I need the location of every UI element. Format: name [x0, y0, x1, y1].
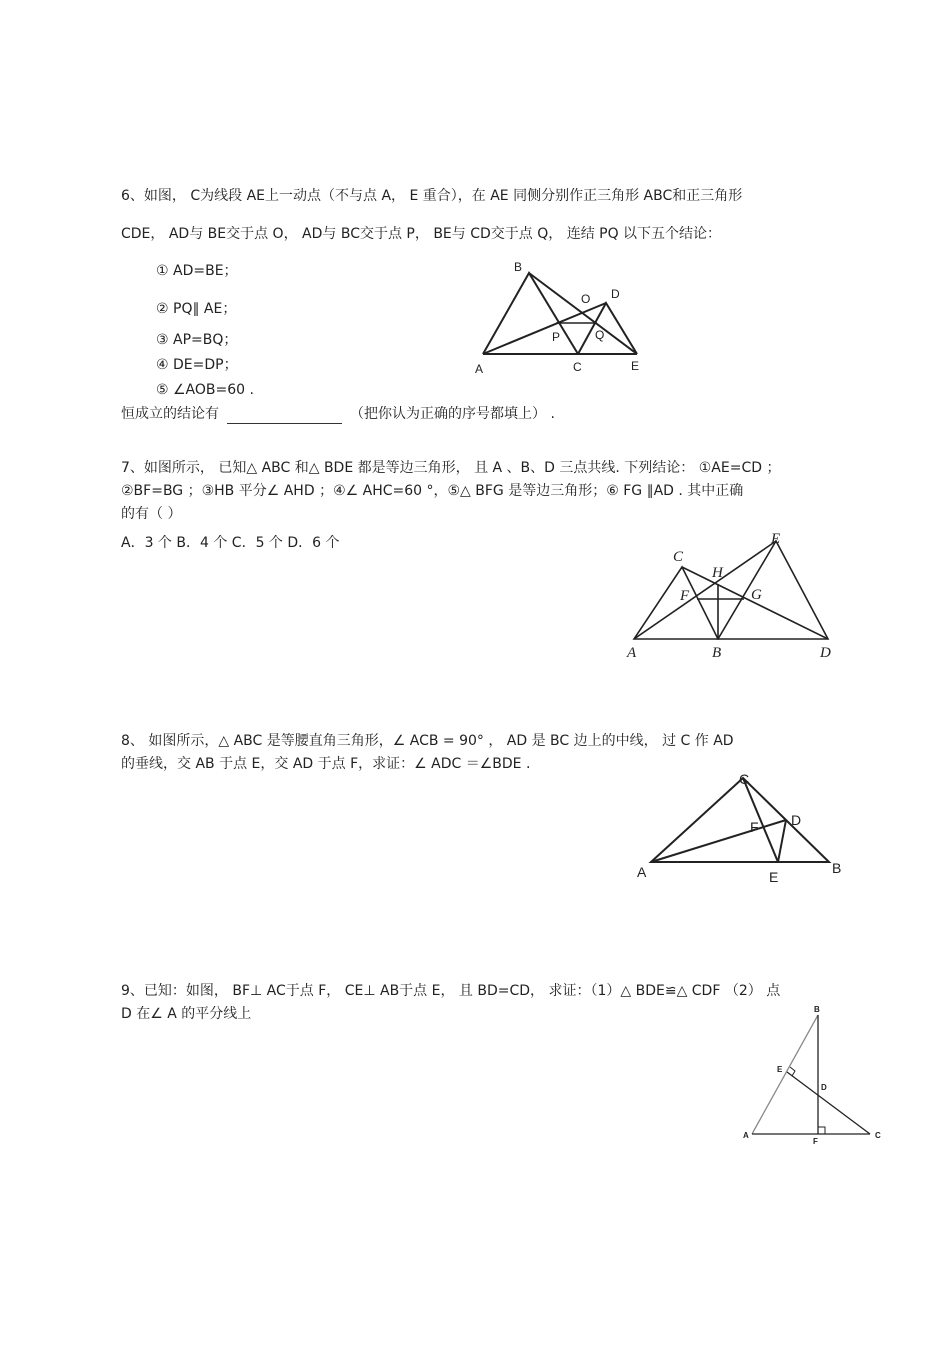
q9-label-C: C	[875, 1131, 881, 1140]
q6-option-4: ④ DE=DP；	[156, 357, 238, 373]
q7-label-D: D	[820, 645, 831, 661]
q6-label-D: D	[611, 287, 620, 301]
q6-figure	[470, 255, 650, 380]
q7-label-H: H	[712, 565, 723, 581]
q7-label-A: A	[627, 645, 637, 661]
q6-label-A: A	[475, 362, 484, 376]
q8-label-F: F	[750, 819, 759, 835]
q6-label-E: E	[631, 359, 640, 373]
q8-label-B: B	[832, 860, 842, 876]
q6-line2: CDE， AD与 BE交于点 O， AD与 BC交于点 P， BE与 CD交于点 Q， 连结 PQ 以下五个结论：	[121, 226, 722, 242]
q6-option-1: ① AD=BE；	[156, 263, 238, 279]
q9-line1: 9、已知：如图， BF⊥ AC于点 F， CE⊥ AB于点 E， 且 BD=CD， 求证：（1）△ BDE≌△ CDF （2） 点	[121, 983, 781, 999]
q8-figure	[630, 765, 850, 890]
q6-answer-line	[121, 404, 555, 424]
q8-label-E: E	[769, 869, 779, 885]
q6-label-C: C	[573, 360, 582, 374]
q7-label-F: F	[680, 588, 690, 604]
q8-label-A: A	[637, 864, 647, 880]
q6-label-O: O	[581, 292, 591, 306]
q8-label-D: D	[791, 812, 802, 828]
q9-label-A: A	[743, 1131, 749, 1140]
q9-figure	[735, 1000, 895, 1150]
q7-line2: ②BF=BG ；③HB 平分∠ AHD ；④∠ AHC=60 °，⑤△ BFG 是等边三角形；⑥ FG ∥AD . 其中正确	[121, 483, 744, 499]
q6-line1: 6、如图， C为线段 AE上一动点（不与点 A， E 重合），在 AE 同侧分别作正三角形 ABC和正三角形	[121, 188, 743, 204]
q6-answer-suffix: （把你认为正确的序号都填上） .	[350, 406, 555, 422]
q9-label-E: E	[777, 1065, 783, 1074]
q6-label-B: B	[514, 260, 523, 274]
q6-answer-blank[interactable]	[227, 409, 342, 424]
q8-line2: 的垂线，交 AB 于点 E，交 AD 于点 F，求证：∠ ADC ＝∠BDE .	[121, 756, 531, 772]
q6-label-P: P	[552, 330, 561, 344]
q8-line1: 8、 如图所示，△ ABC 是等腰直角三角形，∠ ACB = 90° ， AD 是 BC 边上的中线， 过 C 作 AD	[121, 733, 734, 749]
q6-answer-prefix: 恒成立的结论有	[121, 406, 219, 422]
q6-option-5: ⑤ ∠AOB=60 .	[156, 382, 254, 398]
q7-label-C: C	[673, 549, 684, 565]
q7-line1: 7、如图所示， 已知△ ABC 和△ BDE 都是等边三角形， 且 A 、B、D 三点共线. 下列结论： ①AE=CD ；	[121, 460, 781, 476]
q7-figure	[620, 525, 840, 665]
q7-choices: A．3 个 B．4 个 C．5 个 D．6 个	[121, 535, 340, 551]
q6-option-2: ② PQ∥ AE；	[156, 301, 237, 317]
q7-label-B: B	[712, 645, 722, 661]
q9-line2: D 在∠ A 的平分线上	[121, 1006, 252, 1022]
q6-option-3: ③ AP=BQ；	[156, 332, 238, 348]
q9-label-F: F	[813, 1137, 818, 1146]
q7-label-G: G	[751, 587, 762, 603]
q9-label-B: B	[814, 1005, 820, 1014]
q8-label-C: C	[739, 771, 750, 787]
q9-label-D: D	[821, 1083, 827, 1092]
q6-label-Q: Q	[595, 328, 605, 342]
q7-line3: 的有（ ）	[121, 506, 182, 522]
q7-label-E: E	[771, 531, 781, 547]
